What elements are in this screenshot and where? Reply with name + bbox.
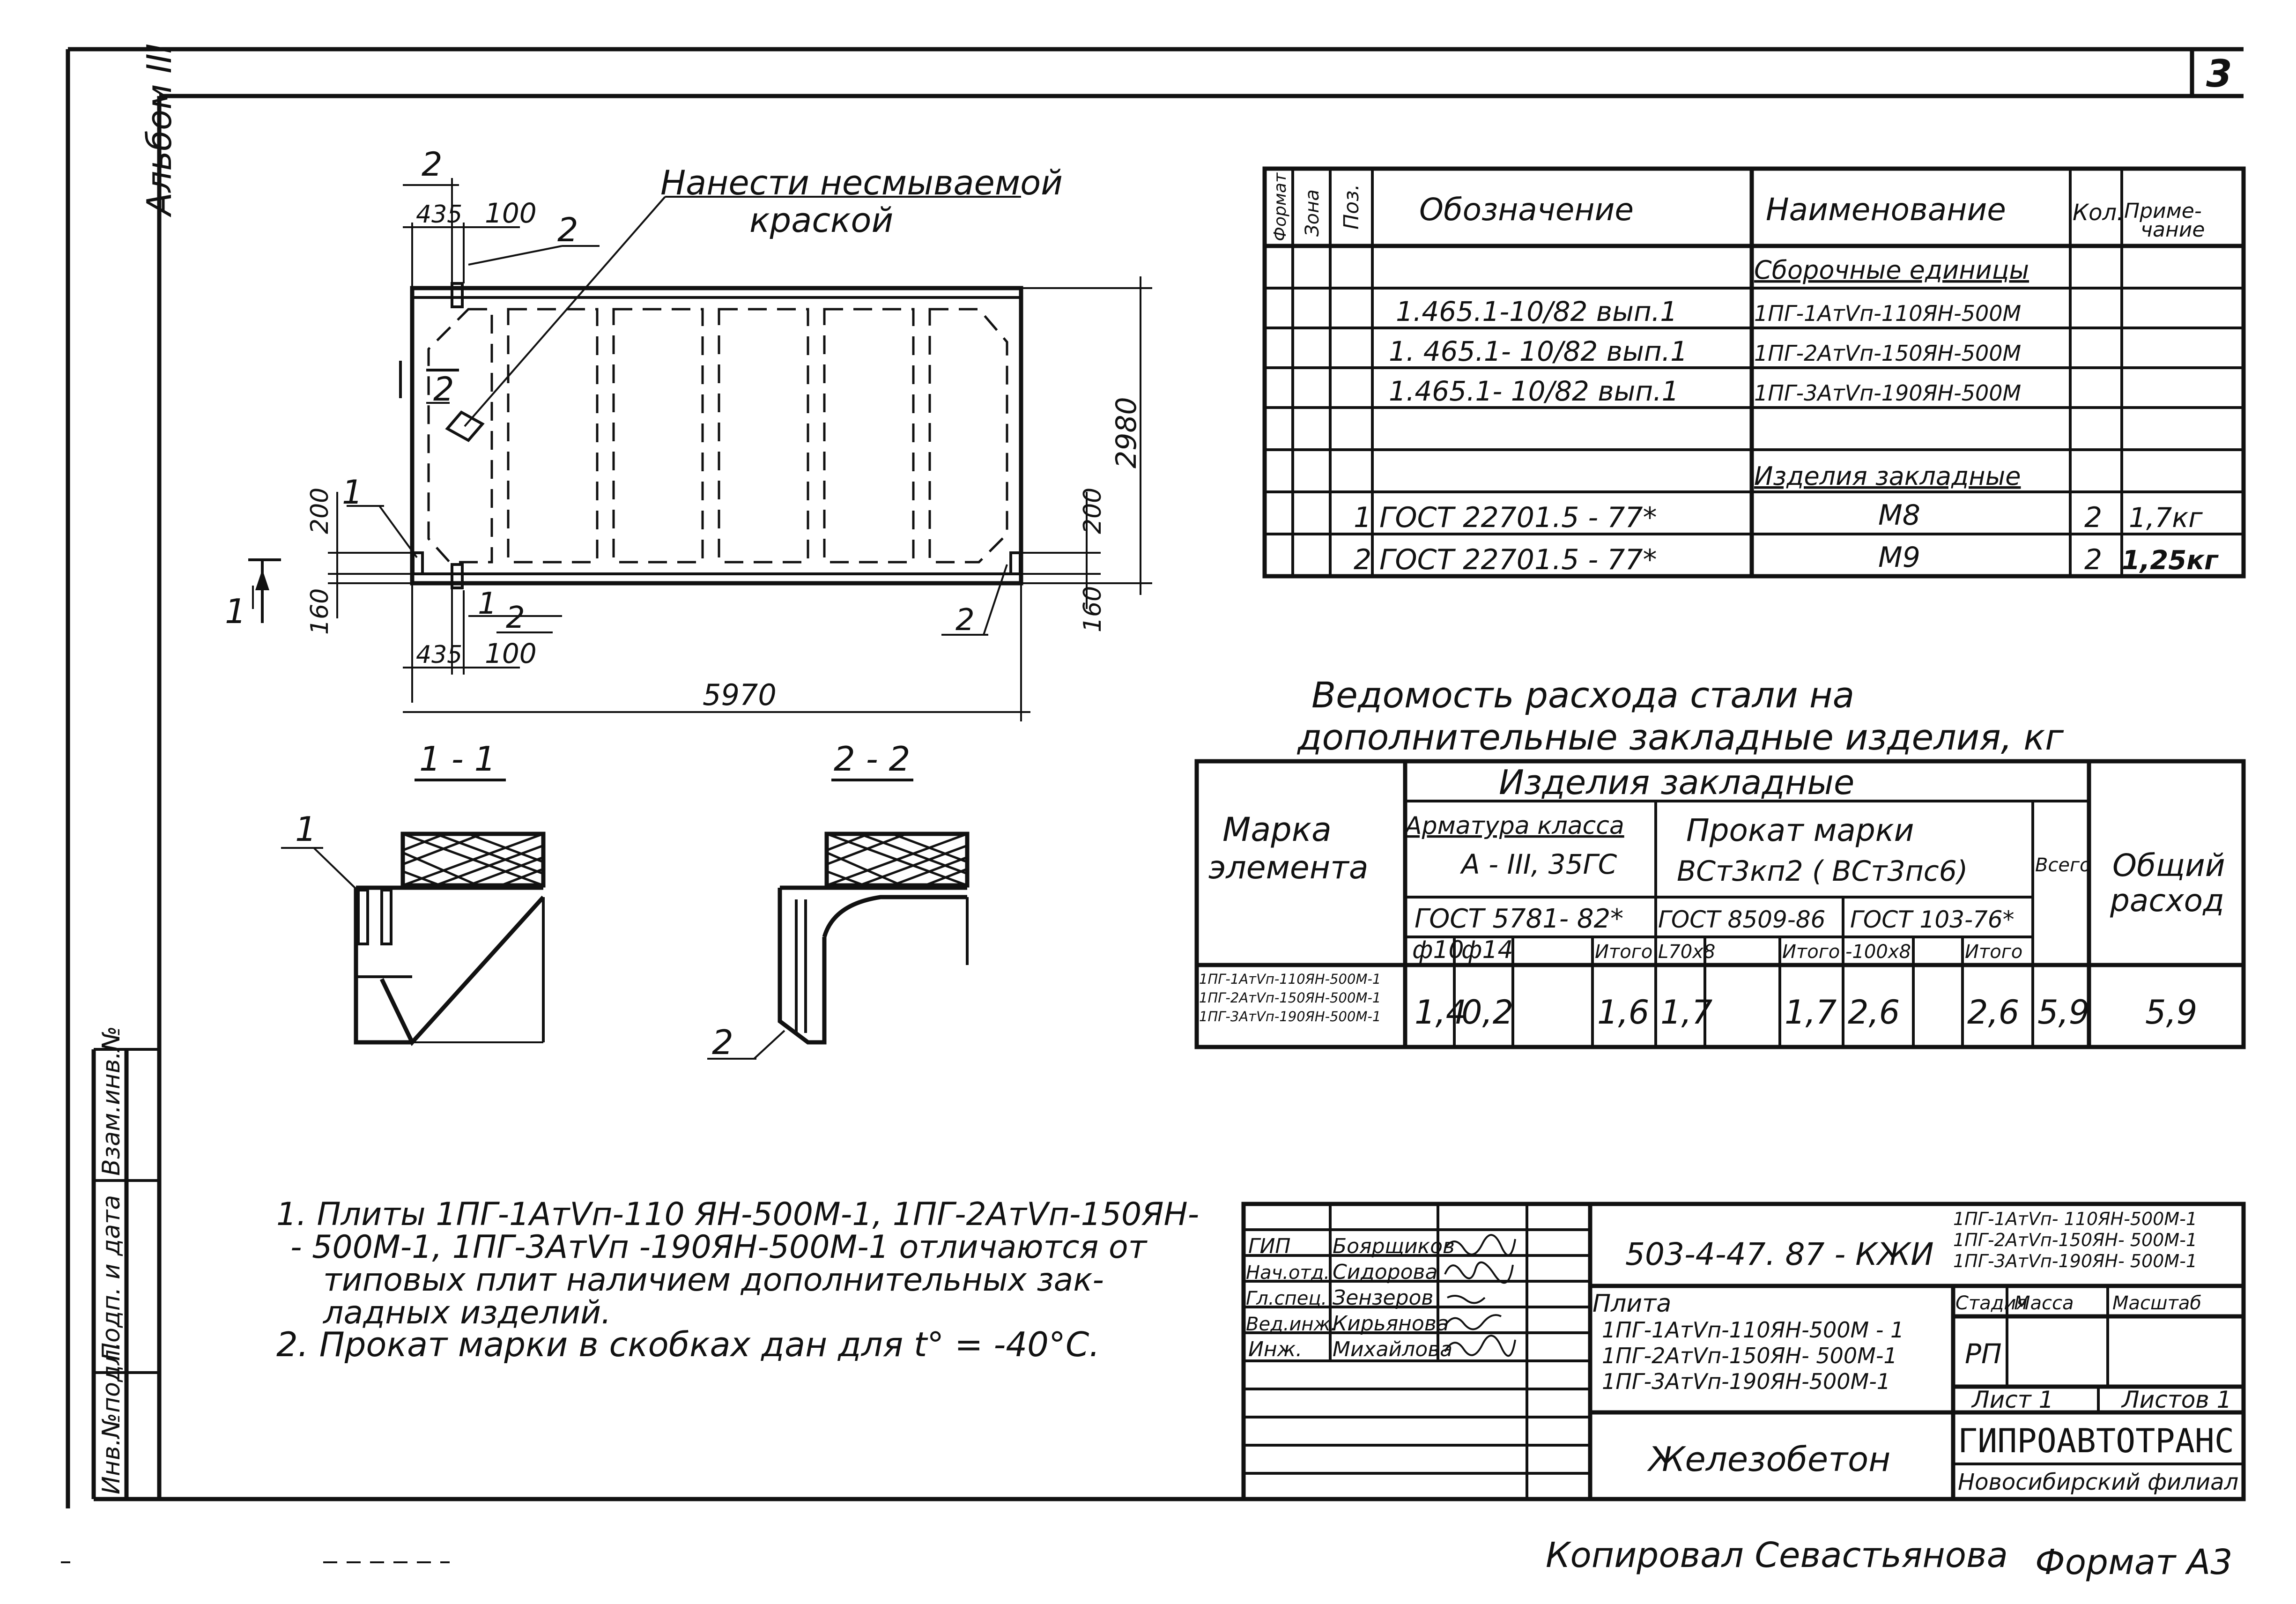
pos-2-bottom: 2: [506, 601, 525, 635]
spec-row-name: Изделия закладные: [1754, 461, 2021, 491]
dim-160-right: 160: [1079, 586, 1107, 632]
spec-row-name: 1ПГ-1АтⅤп-110ЯН-500М: [1754, 301, 2022, 326]
spec-row-qty: 2: [2084, 501, 2103, 534]
doc-variant: 1ПГ-2АтⅤп-150ЯН- 500М-1: [1953, 1230, 2197, 1250]
dim-160-left: 160: [306, 588, 334, 635]
steel-value: 5,9: [2037, 993, 2090, 1032]
sheets-total: Листов 1: [2122, 1386, 2232, 1413]
steel-sub-header: Итого: [1595, 941, 1653, 963]
note-1b: - 500М-1, 1ПГ-3АтⅤп -190ЯН-500М-1 отличаются от: [290, 1229, 1147, 1266]
dim-200-left: 200: [306, 487, 334, 534]
spec-h-note-1: Приме-: [2124, 199, 2202, 223]
role-label: Гл.спец.: [1246, 1288, 1327, 1309]
pos-2-left: 2: [433, 370, 454, 408]
steel-mark-row: 1ПГ-2АтⅤп-150ЯН-500М-1: [1199, 990, 1381, 1006]
spec-row-note: 1,25кг: [2122, 545, 2218, 576]
spec-h-designation: Обозначение: [1419, 192, 1634, 228]
organization: ГИПРОАВТОТРАНС: [1958, 1422, 2235, 1460]
steel-table: [1197, 674, 2244, 1047]
page-number: 3: [2206, 52, 2232, 96]
spec-row-name: 1ПГ-3АтⅤп-190ЯН-500М: [1754, 380, 2022, 406]
steel-value: 1,7: [1660, 993, 1713, 1032]
role-label: ГИП: [1248, 1234, 1291, 1258]
steel-sub-header: ф10: [1412, 936, 1464, 964]
steel-mark-row: 1ПГ-1АтⅤп-110ЯН-500М-1: [1199, 971, 1381, 987]
album-label: Альбом III: [140, 43, 179, 215]
steel-h-items: Изделия закладные: [1499, 763, 1855, 802]
material: Железобетон: [1649, 1440, 1891, 1479]
steel-value: 0,2: [1461, 993, 1514, 1032]
steel-sub-header: Итого: [1782, 941, 1840, 963]
note-2: 2. Прокат марки в скобках дан для t° = -40°С.: [276, 1325, 1100, 1364]
sheet-format: Формат А3: [2035, 1542, 2233, 1582]
steel-h-mark-2: элемента: [1208, 849, 1369, 886]
section-2-2-title: 2 - 2: [834, 739, 911, 779]
steel-h-total: Всего: [2035, 854, 2091, 876]
mass-header: Масса: [2014, 1292, 2074, 1314]
spec-row-designation: 1. 465.1- 10/82 вып.1: [1389, 335, 1688, 367]
steel-h-rolled-cls: ВСт3кп2 ( ВСт3пс6): [1677, 855, 1968, 888]
dim-435-top: 435: [416, 200, 463, 229]
steel-value: 5,9: [2145, 993, 2198, 1032]
steel-value: 2,6: [1848, 993, 1900, 1032]
dim-100-bottom: 100: [485, 638, 537, 669]
steel-h-rebar-cls: А - III, 35ГС: [1461, 848, 1617, 880]
steel-value: 1,4: [1415, 993, 1467, 1032]
steel-value: 2,6: [1967, 993, 2020, 1032]
steel-h-mark-1: Марка: [1222, 810, 1332, 849]
section-1-1-title: 1 - 1: [419, 739, 496, 779]
role-label: Нач.отд.: [1246, 1262, 1330, 1284]
spec-row-name: М9: [1878, 541, 1920, 574]
dim-2980: 2980: [1110, 397, 1143, 468]
side-stamp: [94, 1026, 159, 1499]
steel-h-rolled: Прокат марки: [1686, 812, 1914, 848]
side-stamp-sign: Подп. и дата: [97, 1195, 126, 1361]
spec-row-name: М8: [1878, 499, 1920, 532]
side-stamp-replace: Взам.инв.№: [97, 1026, 126, 1176]
spec-h-note-2: чание: [2140, 218, 2205, 242]
spec-row-designation: 1.465.1- 10/82 вып.1: [1389, 375, 1679, 407]
steel-h-common-2: расход: [2110, 883, 2224, 919]
product-line: 1ПГ-1АтⅤп-110ЯН-500М - 1: [1602, 1317, 1904, 1343]
dim-200-right: 200: [1079, 487, 1107, 534]
dim-100-top: 100: [485, 197, 537, 229]
stage-value: РП: [1965, 1338, 2002, 1370]
scale-header: Масштаб: [2112, 1292, 2202, 1314]
steel-sub-header: L70х8: [1658, 941, 1716, 963]
paint-note-2: краской: [749, 200, 894, 240]
spec-row-name: 1ПГ-2АтⅤп-150ЯН-500М: [1754, 341, 2022, 366]
steel-title-1: Ведомость расхода стали на: [1311, 674, 1855, 716]
steel-title-2: дополнительные закладные изделия, кг: [1297, 716, 2064, 758]
copied-by: Копировал Севастьянова: [1546, 1535, 2008, 1575]
steel-sub-header: Итого: [1965, 941, 2023, 963]
spec-row-designation: 1.465.1-10/82 вып.1: [1396, 296, 1678, 327]
dim-435-bottom: 435: [416, 641, 463, 669]
specification-table: [1265, 169, 2244, 576]
slab-plan: [225, 145, 1152, 721]
product-line: 1ПГ-3АтⅤп-190ЯН-500М-1: [1602, 1369, 1891, 1394]
spec-h-format: Формат: [1271, 172, 1290, 241]
role-name: Сидорова: [1333, 1260, 1438, 1284]
section-2-2: [707, 739, 967, 1062]
note-1a: 1. Плиты 1ПГ-1АтⅤп-110 ЯН-500М-1, 1ПГ-2АтⅤп-150ЯН-: [276, 1196, 1200, 1233]
role-label: Инж.: [1248, 1337, 1303, 1361]
doc-code: 503-4-47. 87 - КЖИ: [1625, 1236, 1934, 1272]
stage-header: Стадия: [1955, 1292, 2028, 1314]
steel-value: 1,6: [1597, 993, 1650, 1032]
organization-branch: Новосибирский филиал: [1958, 1469, 2239, 1495]
role-name: Боярщиков: [1333, 1234, 1455, 1258]
steel-h-rebar: Арматура класса: [1405, 812, 1624, 840]
pos-1-left: 1: [342, 473, 363, 512]
pos-2-top: 2: [557, 211, 578, 249]
pos-1-bottom: 1: [478, 587, 497, 621]
bottom-captions: [61, 1535, 2232, 1582]
note-1c: типовых плит наличием дополнительных зак-: [323, 1262, 1104, 1299]
doc-variant: 1ПГ-1АтⅤп- 110ЯН-500М-1: [1953, 1209, 2197, 1229]
role-label: Вед.инж.: [1246, 1314, 1337, 1335]
spec-row-designation: ГОСТ 22701.5 - 77*: [1379, 543, 1657, 576]
spec-h-pos: Поз.: [1340, 184, 1363, 230]
spec-h-qty: Кол.: [2073, 200, 2124, 226]
role-name: Кирьянова: [1333, 1312, 1449, 1336]
dim-5970: 5970: [703, 678, 777, 712]
pos-2-right: 2: [955, 603, 975, 638]
spec-row-name: Сборочные единицы: [1754, 255, 2029, 285]
title-block: [1244, 1204, 2244, 1499]
steel-h-gost-103: ГОСТ 103-76*: [1850, 906, 2015, 933]
spec-h-zone: Зона: [1302, 189, 1323, 237]
signatures: [1445, 1235, 1515, 1356]
steel-h-gost-8509: ГОСТ 8509-86: [1658, 906, 1826, 933]
cut-2-top: 2: [422, 145, 443, 184]
section-2-2-pos: 2: [712, 1023, 733, 1062]
general-notes: [276, 1196, 1199, 1364]
sheet-no: Лист 1: [1972, 1386, 2054, 1413]
spec-row-pos: 1: [1354, 501, 1372, 534]
spec-h-name: Наименование: [1766, 192, 2006, 228]
spec-row-designation: ГОСТ 22701.5 - 77*: [1379, 501, 1657, 534]
role-name: Михайлова: [1333, 1337, 1453, 1361]
cut-1-mark: 1: [225, 592, 246, 631]
note-1d: ладных изделий.: [323, 1294, 611, 1331]
doc-variant: 1ПГ-3АтⅤп-190ЯН- 500М-1: [1953, 1251, 2197, 1271]
steel-h-rebar-gost: ГОСТ 5781- 82*: [1415, 904, 1624, 934]
product-title: Плита: [1592, 1290, 1672, 1318]
spec-row-qty: 2: [2084, 543, 2103, 576]
steel-mark-row: 1ПГ-3АтⅤп-190ЯН-500М-1: [1199, 1009, 1381, 1025]
steel-sub-header: ф14: [1461, 936, 1513, 964]
section-1-1: [281, 739, 543, 1042]
side-stamp-inv: Инв.№подл.: [97, 1342, 126, 1494]
steel-h-common-1: Общий: [2112, 847, 2225, 884]
spec-row-pos: 2: [1354, 543, 1372, 576]
product-line: 1ПГ-2АтⅤп-150ЯН- 500М-1: [1602, 1343, 1897, 1368]
paint-note: Нанести несмываемой: [660, 163, 1063, 202]
section-1-1-pos: 1: [295, 809, 317, 849]
spec-row-note: 1,7кг: [2129, 502, 2203, 534]
steel-sub-header: -100х8: [1845, 941, 1911, 963]
steel-value: 1,7: [1785, 993, 1837, 1032]
role-name: Зензеров: [1333, 1286, 1434, 1310]
